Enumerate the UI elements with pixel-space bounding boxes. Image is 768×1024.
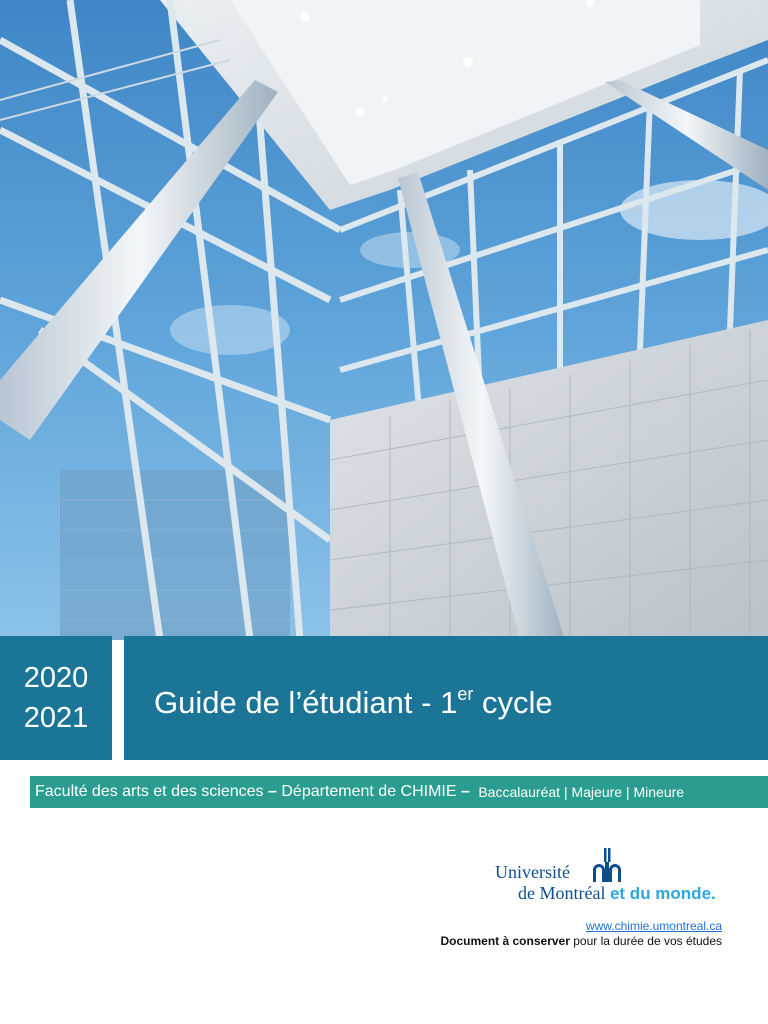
keep-document-note: [441, 934, 723, 948]
title-superscript: er: [457, 683, 474, 704]
academic-year-box: [0, 636, 112, 760]
logo-tagline: et du monde.: [609, 884, 716, 903]
university-logo: [485, 840, 735, 914]
faculty-name: Faculté des arts et des sciences: [35, 783, 264, 800]
website-link[interactable]: www.chimie.umontreal.ca: [585, 919, 722, 933]
separator-dash: –: [456, 783, 475, 800]
department-name: CHIMIE: [400, 783, 457, 800]
keep-note-bold: Document à conserver: [440, 934, 570, 948]
logo-line2: [518, 883, 716, 904]
title-box: [124, 636, 768, 760]
faculty-strip: [30, 776, 768, 808]
year-start: 2020: [23, 662, 89, 694]
separator-dash: –: [263, 783, 282, 800]
year-end: 2021: [23, 702, 89, 734]
logo-line1: Université: [495, 862, 570, 882]
page-title: [154, 676, 553, 721]
program-list: Baccalauréat | Majeure | Mineure: [478, 784, 685, 800]
keep-note-rest: pour la durée de vos études: [569, 934, 722, 948]
title-end: cycle: [473, 684, 553, 720]
department-prefix: Département de: [281, 783, 401, 800]
logo-line2-name: de Montréal: [518, 883, 606, 903]
um-emblem-icon: [591, 848, 623, 882]
title-main: Guide de l’étudiant - 1: [154, 684, 458, 720]
